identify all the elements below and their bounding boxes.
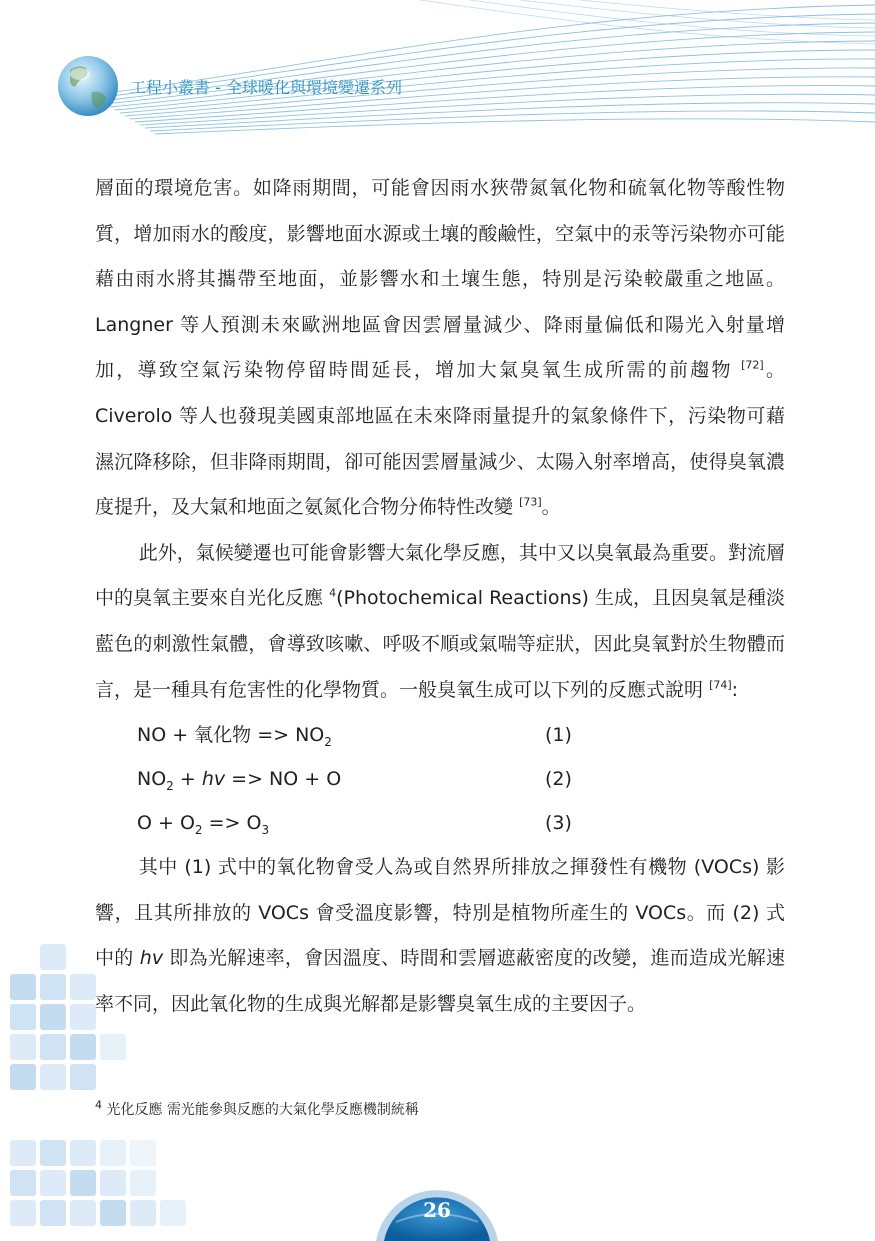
equation-number: (3) <box>545 812 572 835</box>
equation-3 <box>95 801 785 845</box>
citation: [72] <box>741 359 764 373</box>
equation-1 <box>95 713 785 757</box>
equation-number: (2) <box>545 768 572 791</box>
equation-2 <box>95 757 785 801</box>
footnote-text: 光化反應 需光能參與反應的大氣化學反應機制統稱 <box>106 1102 419 1118</box>
paragraph-text: 其中 (1) 式中的氧化物會受人為或自然界所排放之揮發性有機物 (VOCs) 影響，且其所排放的 VOCs 會受溫度影響，特別是植物所產生的 VOCs。而 (2) 式中的 <box>95 856 785 970</box>
paragraph-text: : <box>731 678 739 701</box>
footnote-marker: 4 <box>95 1098 102 1112</box>
page-number: 26 <box>423 1198 451 1222</box>
paragraph <box>95 531 785 713</box>
series-title: 工程小叢書 - 全球暖化與環境變遷系列 <box>130 78 402 97</box>
header-swoosh <box>90 5 875 134</box>
paragraph-text: 層面的環境危害。如降雨期間，可能會因雨水狹帶氮氧化物和硫氧化物等酸性物質，增加雨水的酸度，影響地面水源或土壤的酸鹼性，空氣中的汞等污染物亦可能藉由雨水將其攜帶至地面，並影響水和土壤生態，特別是污染較嚴重之地區。Langner 等人預測未來歐洲地區會因雲層量減少、降雨量偏低和陽光入射量增加，導致空氣污染物停留時間延長，增加大氣臭氧生成所需的前趨物 <box>95 177 785 382</box>
paragraph-text: (Photochemical Reactions) 生成，且因臭氧是種淡藍色的刺激性氣體，會導致咳嗽、呼吸不順或氣喘等症狀，因此臭氧對於生物體而言，是一種具有危害性的化學物質。一般臭氧生成可以下列的反應式說明 <box>95 587 785 701</box>
paragraph-text: 即為光解速率，會因溫度、時間和雲層遮蔽密度的改變，進而造成光解速率不同，因此氧化物的生成與光解都是影響臭氧生成的主要因子。 <box>95 947 785 1015</box>
equation-formula: NO + 氧化物 => $NO_2$ <box>137 724 332 749</box>
citation: [74] <box>709 678 732 692</box>
globe-icon <box>58 56 118 116</box>
paragraph <box>95 166 785 531</box>
footnote <box>95 1099 419 1119</box>
paragraph-text: 此外，氣候變遷也可能會影響大氣化學反應，其中又以臭氧最為重要。對流層中的臭氧主要來自光化反應 <box>95 541 785 610</box>
footnote-marker: 4 <box>329 587 337 601</box>
body-text <box>95 166 785 1028</box>
paragraph <box>95 845 785 1027</box>
paragraph-text: 。Civerolo 等人也發現美國東部地區在未來降雨量提升的氣象條件下，污染物可藉濕沉降移除，但非降雨期間，卻可能因雲層量減少、太陽入射率增高，使得臭氧濃度提升，及大氣和地面之氨氮化合物分佈特性改變 <box>95 359 785 519</box>
citation: [73] <box>519 495 542 509</box>
equation-number: (1) <box>545 724 572 747</box>
equation-formula: $NO_2$ + hv => NO + O <box>137 768 342 793</box>
equation-formula: $O + O_2 => O_3$ <box>137 812 270 837</box>
paragraph-text: 。 <box>541 496 561 519</box>
hv-symbol: hv <box>139 947 164 970</box>
